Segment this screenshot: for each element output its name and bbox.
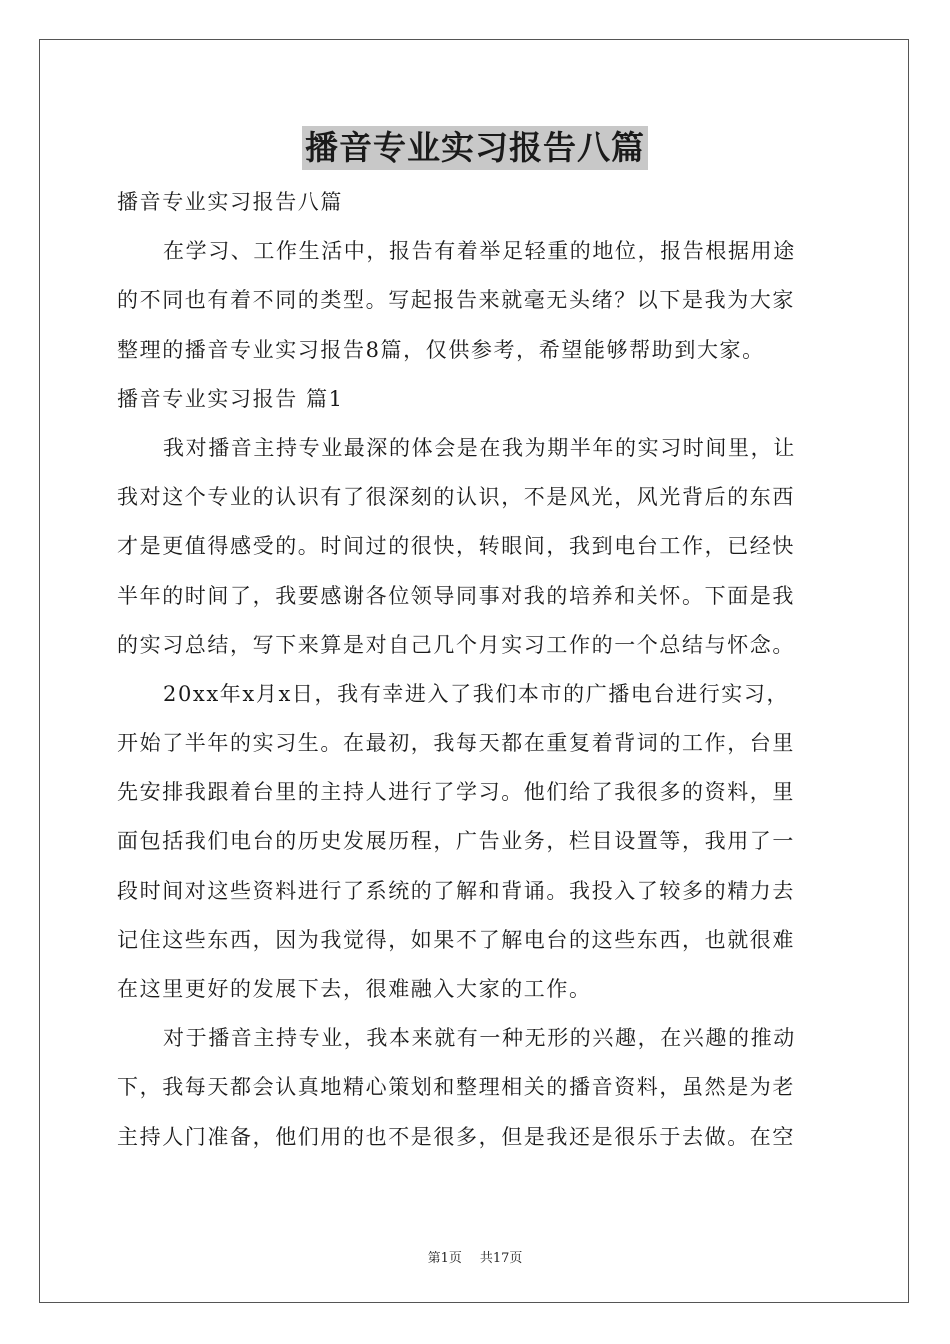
text-line: 在学习、工作生活中，报告有着举足轻重的地位，报告根据用途 xyxy=(163,239,796,264)
page-total: 共17页 xyxy=(479,1251,523,1266)
text-line: 才是更值得感受的。时间过的很快，转眼间，我到电台工作，已经快 xyxy=(117,534,795,559)
text-line: 段时间对这些资料进行了系统的了解和背诵。我投入了较多的精力去 xyxy=(117,878,795,903)
text-line: 主持人门准备，他们用的也不是很多，但是我还是很乐于去做。在空 xyxy=(117,1124,795,1149)
text-line: 播音专业实习报告 篇1 xyxy=(117,386,344,411)
text-line: 我对这个专业的认识有了很深刻的认识，不是风光，风光背后的东西 xyxy=(117,485,795,510)
text-line: 整理的播音专业实习报告8篇，仅供参考，希望能够帮助到大家。 xyxy=(117,337,765,362)
text-line: 开始了半年的实习生。在最初，我每天都在重复着背词的工作，台里 xyxy=(117,731,795,756)
text-line: 20xx年x月x日，我有幸进入了我们本市的广播电台进行实习， xyxy=(163,681,790,706)
text-line: 我对播音主持专业最深的体会是在我为期半年的实习时间里，让 xyxy=(163,435,796,460)
text-line: 对于播音主持专业，我本来就有一种无形的兴趣，在兴趣的推动 xyxy=(163,1026,796,1051)
text-line: 播音专业实习报告八篇 xyxy=(117,190,343,214)
page-footer xyxy=(0,1247,950,1266)
text-line: 在这里更好的发展下去，很难融入大家的工作。 xyxy=(117,977,592,1001)
text-line: 半年的时间了，我要感谢各位领导同事对我的培养和关怀。下面是我 xyxy=(117,583,795,608)
document-title: 播音专业实习报告八篇 xyxy=(302,126,648,170)
page-number: 第1页 xyxy=(427,1251,462,1266)
text-line: 下，我每天都会认真地精心策划和整理相关的播音资料，虽然是为老 xyxy=(117,1075,795,1100)
text-line: 的实习总结，写下来算是对自己几个月实习工作的一个总结与怀念。 xyxy=(117,632,795,657)
text-line: 先安排我跟着台里的主持人进行了学习。他们给了我很多的资料，里 xyxy=(117,780,795,805)
text-line: 记住这些东西，因为我觉得，如果不了解电台的这些东西，也就很难 xyxy=(117,927,795,952)
text-line: 面包括我们电台的历史发展历程，广告业务，栏目设置等，我用了一 xyxy=(117,829,795,854)
text-line: 的不同也有着不同的类型。写起报告来就毫无头绪？以下是我为大家 xyxy=(117,288,795,313)
document-body xyxy=(117,178,837,1162)
document-title-container xyxy=(0,126,950,176)
